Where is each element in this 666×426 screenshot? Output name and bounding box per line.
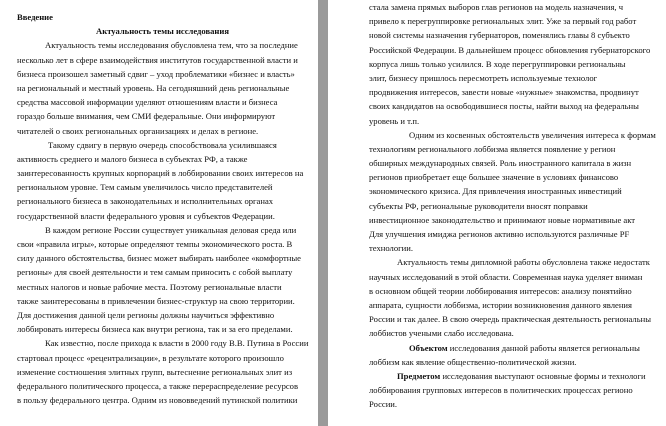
right-text-line: лоббистов учеными слабо исследована.: [369, 328, 514, 339]
left-text-line: региональном уровне. Тем самым увеличилось число представителей: [17, 182, 273, 193]
left-text-line: лоббировать интересы бизнеса как внутри региона, так и за его пределами.: [17, 324, 293, 335]
left-text-line: государственной власти федерального уровня и субъектов Федерации.: [17, 210, 275, 221]
right-text-line: регионов приобретает еще большее значение в условиях финансово: [369, 172, 619, 183]
right-text-line: привело к перегруппировке региональных элит. Уже за первый год работ: [369, 16, 637, 27]
heading-introduction: Введение: [17, 12, 53, 22]
left-text-line: федерального политического процесса, а также перераспределение ресурсов: [17, 380, 299, 391]
right-text-line: экономического кризиса. Для привлечения иностранных инвестиций: [369, 186, 622, 197]
left-text-line: регионального бизнеса в законодательных и исполнительных органах: [17, 196, 274, 207]
right-text-line: технологии.: [369, 243, 413, 254]
subject-continuation: лоббирования групповых интересов в политических процессах регионо: [369, 385, 633, 396]
left-text-line: на региональный и местный уровень. На сегодняшний день региональные: [17, 82, 290, 93]
right-text-line: инвестиционное законодательство и принимают новые нормативные акт: [369, 214, 636, 225]
left-text-line: несколько лет в сфере взаимодействия институтов государственной власти и: [17, 54, 298, 65]
object-label: Объектом: [409, 342, 448, 353]
left-text-line: Такому сдвигу в первую очередь способствовала усилившаяся: [48, 139, 277, 150]
right-text-line: Для улучшения имиджа регионов активно используются различные PF: [369, 229, 630, 239]
right-text-line: технологиям регионального лоббизма является появление у регион: [369, 143, 616, 154]
right-text-line: России и так далее. В свою очередь практическая деятельность региональны: [369, 314, 651, 325]
left-text-line: силу данного обстоятельства, бизнес может выбирать наиболее «комфортные: [17, 253, 301, 264]
left-paragraphs: [17, 38, 308, 407]
left-text-line: регионы» для своей деятельности и тем самым приносить с собой выплату: [17, 267, 293, 278]
object-text: исследования данной работы является региональны: [449, 342, 640, 353]
left-page: [0, 0, 318, 426]
object-paragraph: [369, 341, 666, 355]
subject-label: Предметом: [397, 370, 441, 381]
left-text-line: стартовал процесс «рецентрализации», в результате которого произошло: [17, 352, 284, 363]
left-text-line: также заинтересованы в привлечении бизнес-структур на свою территории.: [17, 295, 295, 306]
left-text-line: бизнеса произошел заметный сдвиг – уход проблематики «бизнес и власть»: [17, 68, 295, 79]
left-text-line: в пользу федерального центра. Одним из нововведений путинской политики: [17, 395, 298, 406]
object-continuation: лоббизм как явление общественно-политической жизни.: [369, 356, 577, 367]
right-text-line: Российской Федерации. В дальнейшем процесс обновления губернаторского: [369, 44, 651, 55]
left-text-line: средства массовой информации уделяют отношениям власти и бизнеса: [17, 97, 278, 108]
right-text-line: обширных международных связей. Роль иностранного капитала в жизн: [369, 158, 632, 169]
subject-end: России.: [369, 399, 398, 410]
right-text-line: новой системы назначения губернаторов, поменялись главы 8 субъекто: [369, 30, 630, 41]
left-text-line: свои «правила игры», которые определяют темпы экономического роста. В: [17, 239, 293, 249]
left-text-line: активность среднего и малого бизнеса в субъектах РФ, а также: [17, 153, 248, 164]
left-text-line: местных налогов и новые рабочие места. Поэтому региональные власти: [17, 281, 282, 292]
right-text-line: в основном общей теории лоббирования интересов: анализу понятийно: [369, 285, 632, 296]
subject-paragraph: [369, 369, 666, 383]
subject-text: исследования выступают основные формы и технологи: [442, 370, 646, 381]
subheading-relevance: Актуальность темы исследования: [96, 26, 229, 37]
right-text-line: научных исследований в этой области. Современная наука уделяет вниман: [369, 271, 643, 282]
right-text-line: Актуальность темы дипломной работы обусловлена также недостатк: [397, 257, 650, 268]
right-text-line: аппарата, сущности лоббизма, истории возникновения данного явления: [369, 299, 632, 310]
right-page: [328, 0, 666, 426]
left-text-line: читателей о своих региональных организациях и делах в регионе.: [17, 125, 259, 136]
right-text-line: элит, бизнесу пришлось пересмотреть используемые технолог: [369, 72, 598, 83]
left-text-line: Актуальность темы исследования обусловлена тем, что за последние: [45, 40, 298, 51]
left-text-line: Для достижения данной цели регионы должны научиться эффективно: [17, 309, 275, 320]
right-text-line: корпуса лишь только усилился. В ходе перегруппировки региональны: [369, 58, 626, 69]
left-text-line: гораздо больше внимания, чем СМИ федеральные. Они информируют: [17, 111, 276, 122]
right-text-line: своих кандидатов на освободившиеся посты, найти выход на федеральны: [369, 101, 639, 112]
left-text-line: изменение состношения элитных групп, вытеснение региональных элит из: [17, 366, 293, 377]
right-text-line: продвижения интересов, завести новые «нужные» знакомства, продвинут: [369, 87, 639, 98]
right-text-line: субъекты РФ, региональные руководители вносят поправки: [369, 200, 588, 211]
right-text-line: стала замена прямых выборов глав регионов на модель назначения, ч: [369, 2, 624, 12]
left-text-line: Как известно, после прихода к власти в 2000 году В.В. Путина в России: [45, 338, 309, 349]
right-paragraphs: [369, 0, 666, 341]
right-text-line: Одним из косвенных обстоятельств увеличения интереса к формам: [409, 129, 656, 140]
left-text-line: заинтересованность крупных корпораций в лоббировании своих интересов на: [17, 168, 304, 179]
left-text-line: В каждом регионе России существует уникальная деловая среда или: [45, 224, 297, 235]
right-text-line: уровень и т.п.: [369, 115, 420, 126]
